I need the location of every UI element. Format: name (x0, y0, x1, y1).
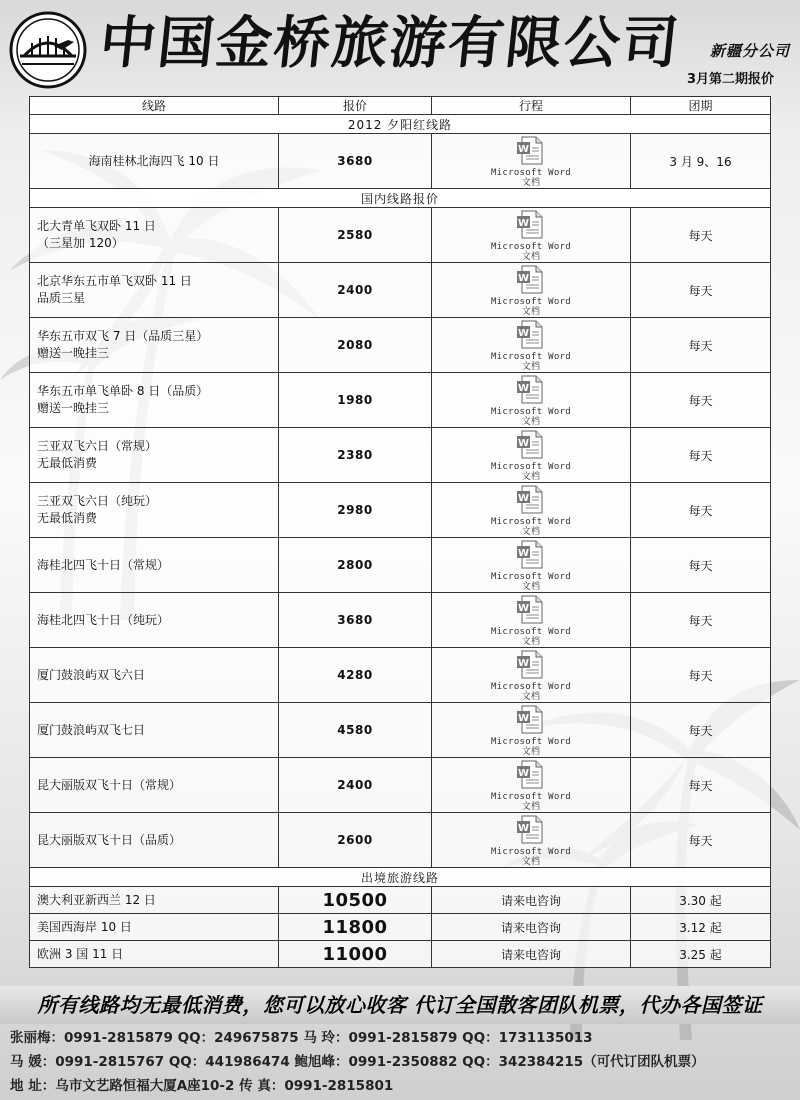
itinerary-cell: 请来电咨询 (432, 887, 631, 914)
route-name: 三亚双飞六日（常规） (37, 439, 158, 453)
attachment-label: Microsoft Word (490, 296, 572, 307)
price-cell: 2380 (279, 428, 432, 483)
price-cell: 10500 (279, 887, 432, 914)
itinerary-attachment[interactable] (432, 593, 631, 648)
price-cell: 2400 (279, 263, 432, 318)
attachment-label: Microsoft Word (490, 516, 572, 527)
attachment-label: Microsoft Word (490, 406, 572, 417)
route-name: 海桂北四飞十日（纯玩） (37, 612, 170, 627)
route-cell (30, 941, 279, 968)
table-row (30, 593, 771, 648)
attachment-label: 文档 (521, 471, 541, 482)
route-cell (30, 887, 279, 914)
table-row (30, 914, 771, 941)
departure-date-cell: 每天 (631, 758, 771, 813)
section-row (30, 115, 771, 134)
departure-date-cell: 每天 (631, 318, 771, 373)
company-logo-icon (8, 10, 88, 90)
departure-date-cell: 每天 (631, 373, 771, 428)
route-name: 美国西海岸 10 日 (37, 919, 132, 934)
price-cell: 2980 (279, 483, 432, 538)
departure-date-cell: 3.30 起 (631, 887, 771, 914)
svg-text:W: W (517, 492, 530, 504)
route-note: 品质三星 (37, 291, 86, 305)
route-note: （三星加 120） (37, 236, 124, 250)
itinerary-attachment[interactable] (432, 483, 631, 538)
table-row (30, 758, 771, 813)
word-document-icon[interactable] (516, 650, 546, 679)
attachment-label: 文档 (521, 801, 541, 812)
price-cell: 4580 (279, 703, 432, 758)
table-body (30, 115, 771, 968)
departure-date-cell: 每天 (631, 813, 771, 868)
itinerary-cell: 请来电咨询 (432, 941, 631, 968)
route-name: 昆大丽版双飞十日（常规） (37, 777, 182, 792)
route-cell (30, 813, 279, 868)
table-row (30, 538, 771, 593)
price-cell: 3680 (279, 593, 432, 648)
column-header-route: 线路 (30, 97, 279, 115)
svg-text:W: W (517, 712, 530, 724)
table-row (30, 134, 771, 189)
itinerary-attachment[interactable] (432, 813, 631, 868)
itinerary-attachment[interactable] (432, 134, 631, 189)
route-cell (30, 318, 279, 373)
page-header (0, 0, 800, 96)
price-cell: 11000 (279, 941, 432, 968)
attachment-label: Microsoft Word (490, 167, 572, 178)
section-title: 出境旅游线路 (30, 868, 771, 887)
route-cell (30, 703, 279, 758)
attachment-label: Microsoft Word (490, 736, 572, 747)
svg-text:W: W (517, 327, 530, 339)
departure-date-cell: 每天 (631, 483, 771, 538)
itinerary-attachment[interactable] (432, 758, 631, 813)
contact-line: 马 媛：0991-2815767 QQ：441986474 鲍旭峰：0991-2350882 QQ：342384215（可代订团队机票） (10, 1054, 705, 1070)
departure-date-cell: 3 月 9、16 (631, 134, 771, 189)
price-cell: 4280 (279, 648, 432, 703)
attachment-label: Microsoft Word (490, 791, 572, 802)
table-row (30, 318, 771, 373)
attachment-label: Microsoft Word (490, 846, 572, 857)
departure-date-cell: 每天 (631, 263, 771, 318)
svg-text:W: W (517, 437, 530, 449)
itinerary-attachment[interactable] (432, 373, 631, 428)
column-header-price: 报价 (279, 97, 432, 115)
route-name: 昆大丽版双飞十日（品质） (37, 832, 182, 847)
table-row (30, 208, 771, 263)
departure-date-cell: 3.12 起 (631, 914, 771, 941)
route-name: 华东五市单飞单卧 8 日（品质） (37, 384, 209, 398)
svg-text:W: W (517, 272, 530, 284)
route-note: 赠送一晚挂三 (37, 401, 110, 415)
route-cell (30, 648, 279, 703)
section-row (30, 868, 771, 887)
svg-text:W: W (517, 767, 530, 779)
itinerary-attachment[interactable] (432, 538, 631, 593)
svg-text:W: W (517, 382, 530, 394)
table-header-row (30, 97, 771, 115)
word-document-icon[interactable] (516, 430, 546, 459)
route-name: 海南桂林北海四飞 10 日 (88, 153, 220, 168)
price-cell: 2600 (279, 813, 432, 868)
svg-text:W: W (517, 547, 530, 559)
price-cell: 2400 (279, 758, 432, 813)
route-name: 欧洲 3 国 11 日 (37, 946, 124, 961)
route-cell (30, 263, 279, 318)
company-name: 中国金桥旅游有限公司 (96, 10, 684, 76)
route-name: 厦门鼓浪屿双飞六日 (37, 667, 146, 682)
route-cell (30, 914, 279, 941)
route-cell (30, 483, 279, 538)
departure-date-cell: 每天 (631, 703, 771, 758)
attachment-label: 文档 (521, 581, 541, 592)
route-name: 北大青单飞双卧 11 日 (37, 219, 156, 233)
table-row (30, 428, 771, 483)
departure-date-cell: 3.25 起 (631, 941, 771, 968)
departure-date-cell: 每天 (631, 648, 771, 703)
price-cell: 2800 (279, 538, 432, 593)
word-document-icon[interactable] (516, 595, 546, 624)
departure-date-cell: 每天 (631, 428, 771, 483)
table-row (30, 263, 771, 318)
table-row (30, 813, 771, 868)
word-document-icon[interactable] (516, 485, 546, 514)
word-document-icon[interactable] (516, 375, 546, 404)
price-cell: 2580 (279, 208, 432, 263)
svg-text:W: W (517, 822, 530, 834)
word-document-icon[interactable] (516, 705, 546, 734)
route-name: 三亚双飞六日（纯玩） (37, 494, 158, 508)
svg-text:W: W (517, 143, 530, 155)
itinerary-attachment[interactable] (432, 648, 631, 703)
price-table (29, 96, 771, 968)
itinerary-attachment[interactable] (432, 318, 631, 373)
issue-label: 3月第二期报价 (686, 72, 774, 87)
route-note: 赠送一晚挂三 (37, 346, 110, 360)
route-note: 无最低消费 (37, 456, 98, 470)
table-row (30, 373, 771, 428)
route-cell (30, 373, 279, 428)
departure-date-cell: 每天 (631, 538, 771, 593)
word-document-icon[interactable] (516, 210, 546, 239)
attachment-label: 文档 (521, 251, 541, 262)
route-name: 北京华东五市单飞双卧 11 日 (37, 274, 192, 288)
column-header-itinerary: 行程 (432, 97, 631, 115)
attachment-label: Microsoft Word (490, 681, 572, 692)
attachment-label: 文档 (521, 361, 541, 372)
attachment-label: 文档 (521, 856, 541, 867)
svg-text:W: W (517, 657, 530, 669)
route-name: 厦门鼓浪屿双飞七日 (37, 722, 146, 737)
table-row (30, 887, 771, 914)
branch-name: 新疆分公司 (709, 42, 790, 60)
price-cell: 3680 (279, 134, 432, 189)
itinerary-cell: 请来电咨询 (432, 914, 631, 941)
route-note: 无最低消费 (37, 511, 98, 525)
itinerary-attachment[interactable] (432, 428, 631, 483)
route-name: 华东五市双飞 7 日（品质三星） (37, 329, 209, 343)
contact-line: 张丽梅：0991-2815879 QQ：249675875 马 玲：0991-2815879 QQ：1731135013 (10, 1030, 593, 1046)
departure-date-cell: 每天 (631, 593, 771, 648)
route-cell (30, 208, 279, 263)
attachment-label: Microsoft Word (490, 241, 572, 252)
route-name: 海桂北四飞十日（常规） (37, 557, 170, 572)
section-title: 国内线路报价 (30, 189, 771, 208)
itinerary-attachment[interactable] (432, 703, 631, 758)
promo-banner: 所有线路均无最低消费，您可以放心收客 代订全国散客团队机票，代办各国签证 (0, 986, 800, 1024)
word-document-icon[interactable] (516, 320, 546, 349)
contact-line: 地 址：乌市文艺路恒福大厦A座10-2 传 真：0991-2815801 (10, 1078, 394, 1094)
table-row (30, 648, 771, 703)
contact-block (10, 1026, 795, 1098)
departure-date-cell: 每天 (631, 208, 771, 263)
table-row (30, 941, 771, 968)
price-cell: 2080 (279, 318, 432, 373)
attachment-label: 文档 (521, 177, 541, 188)
word-document-icon[interactable] (516, 136, 546, 165)
section-title: 2012 夕阳红线路 (30, 115, 771, 134)
route-cell (30, 538, 279, 593)
route-name: 澳大利亚新西兰 12 日 (37, 892, 156, 907)
attachment-label: Microsoft Word (490, 351, 572, 362)
route-cell (30, 593, 279, 648)
attachment-label: 文档 (521, 636, 541, 647)
section-row (30, 189, 771, 208)
column-header-date: 团期 (631, 97, 771, 115)
attachment-label: 文档 (521, 691, 541, 702)
attachment-label: 文档 (521, 416, 541, 427)
price-cell: 11800 (279, 914, 432, 941)
word-document-icon[interactable] (516, 265, 546, 294)
price-cell: 1980 (279, 373, 432, 428)
attachment-label: 文档 (521, 526, 541, 537)
itinerary-attachment[interactable] (432, 263, 631, 318)
word-document-icon[interactable] (516, 760, 546, 789)
attachment-label: Microsoft Word (490, 626, 572, 637)
route-cell (30, 758, 279, 813)
route-cell (30, 428, 279, 483)
attachment-label: Microsoft Word (490, 461, 572, 472)
word-document-icon[interactable] (516, 540, 546, 569)
table-row (30, 703, 771, 758)
attachment-label: 文档 (521, 746, 541, 757)
svg-text:W: W (517, 217, 530, 229)
itinerary-attachment[interactable] (432, 208, 631, 263)
word-document-icon[interactable] (516, 815, 546, 844)
attachment-label: 文档 (521, 306, 541, 317)
table-row (30, 483, 771, 538)
route-cell (30, 134, 279, 189)
svg-text:W: W (517, 602, 530, 614)
attachment-label: Microsoft Word (490, 571, 572, 582)
